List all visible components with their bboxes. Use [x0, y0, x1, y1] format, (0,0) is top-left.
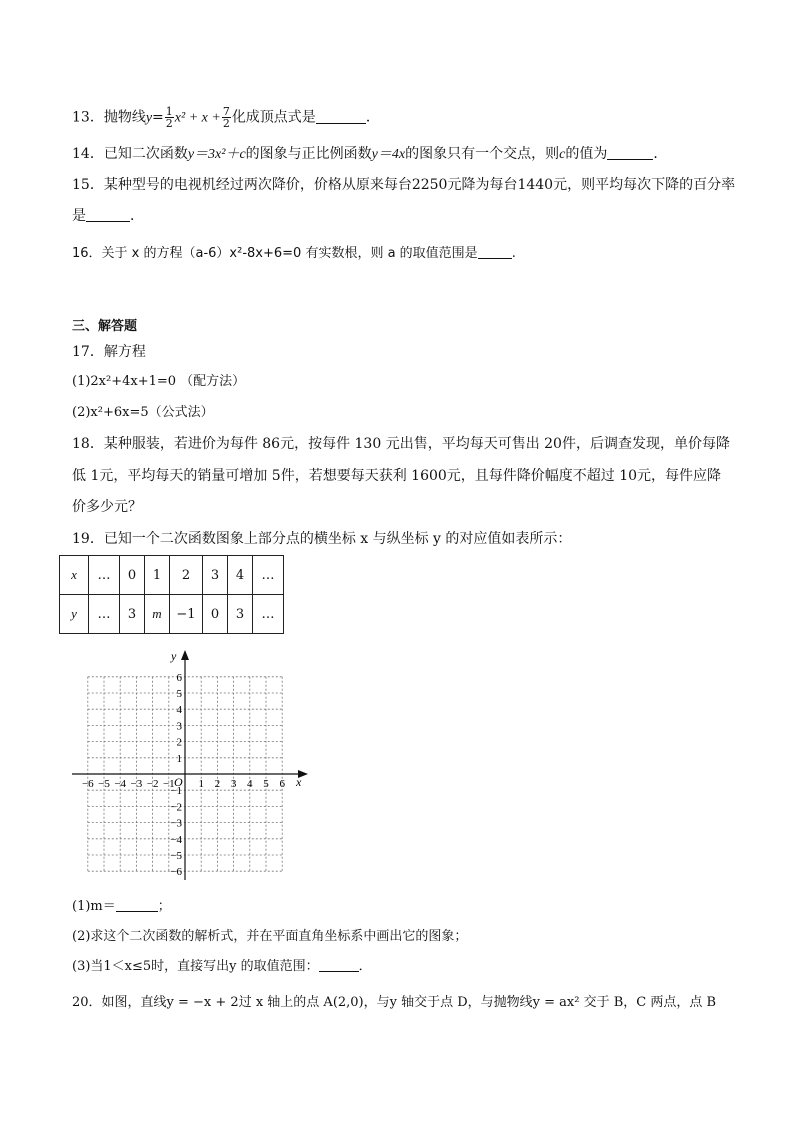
question-15-line-1: 15．某种型号的电视机经过两次降价，价格从原来每台2250元降为每台1440元，则平均每次下降的百分率	[72, 177, 736, 193]
x-tick-label: −1	[162, 778, 175, 790]
question-16	[72, 244, 516, 264]
q16-answer-blank[interactable]	[478, 244, 512, 259]
y-tick-label: −2	[170, 801, 182, 814]
q19-sub3-end: ．	[358, 959, 372, 974]
q13-answer-blank[interactable]	[316, 109, 366, 124]
q13-var-y: y	[145, 110, 153, 126]
x-tick-label: −3	[130, 778, 143, 790]
question-19-sub-1	[72, 897, 171, 917]
q13-prefix: 13．抛物线	[72, 109, 146, 126]
q13-end: ．	[365, 109, 380, 126]
x-tick-label: 6	[279, 778, 285, 790]
q15-end: ．	[130, 208, 144, 224]
coordinate-grid	[72, 648, 312, 882]
table-cell: 0	[120, 556, 145, 595]
table-cell: 1	[145, 556, 170, 595]
question-19-sub-3	[72, 957, 372, 977]
q16-end: .	[511, 246, 516, 261]
question-20-line-1: 20．如图，直线y = −x + 2过 x 轴上的点 A(2,0)，与y 轴交于点 D，与抛物线y = ax² 交于 B，C 两点，点 B	[72, 995, 717, 1010]
question-19-sub-2: (2)求这个二次函数的解析式，并在平面直角坐标系中画出它的图象；	[72, 929, 468, 944]
y-tick-label: 3	[176, 720, 182, 733]
question-17-part-2: (2)x²+6x=5（公式法）	[72, 405, 214, 420]
y-tick-label: 4	[176, 704, 182, 717]
x-tick-label: −6	[81, 778, 94, 790]
q19-sub1-text: (1)m＝	[72, 899, 116, 914]
question-17-title: 17．解方程	[72, 344, 146, 360]
question-18-line-3: 价多少元？	[72, 499, 142, 515]
q14-end: ．	[653, 146, 668, 162]
q14-eq1: y＝3x²＋c	[187, 147, 246, 162]
question-17-part-1: (1)2x²+4x+1=0 （配方法）	[72, 374, 246, 389]
y-tick-label: −6	[170, 866, 182, 879]
q13-f2-num: 7	[222, 105, 230, 118]
y-tick-label: 5	[176, 688, 182, 700]
table-row-y	[60, 595, 284, 634]
q14-text-a: 14．已知二次函数	[72, 146, 188, 162]
y-tick-label: 2	[176, 736, 182, 749]
origin-label: O	[174, 775, 183, 789]
x-tick-label: 2	[214, 778, 221, 790]
x-tick-label: −5	[98, 778, 110, 790]
table-cell: …	[89, 595, 120, 634]
table-cell: 3	[228, 595, 253, 634]
q19-sub1-end: ；	[157, 899, 171, 914]
q14-eq2: y＝4x	[371, 147, 406, 162]
q14-var-c: c	[559, 147, 566, 162]
q15-answer-blank[interactable]	[86, 207, 130, 222]
q13-f1-num: 1	[165, 105, 173, 118]
question-19-intro: 19．已知一个二次函数图象上部分点的横坐标 x 与纵坐标 y 的对应值如表所示：	[72, 531, 572, 547]
q19-sub3-text: (3)当1＜x≤5时，直接写出y 的取值范围：	[72, 959, 319, 974]
table-row-x	[60, 556, 284, 595]
section-title: 三、解答题	[72, 319, 138, 334]
table-cell: 3	[203, 556, 228, 595]
x-tick-label: 4	[247, 778, 253, 790]
table-cell: x	[60, 556, 89, 595]
table-cell: 2	[170, 556, 203, 595]
table-cell: m	[145, 595, 170, 634]
question-18-line-2: 低 1元，平均每天的销量可增加 5件，若想要每天获利 1600元，且每件降价幅度不超过 10元，每件应降	[72, 468, 722, 484]
q14-text-d: 的值为	[565, 146, 608, 162]
value-table	[59, 555, 284, 634]
q13-equals: =	[152, 109, 164, 126]
y-tick-label: −5	[170, 850, 182, 862]
table-cell: 3	[120, 595, 145, 634]
y-axis-label: y	[171, 649, 177, 663]
y-tick-label: −4	[170, 833, 182, 846]
x-axis-label: x	[296, 775, 302, 789]
x-tick-label: −4	[114, 778, 127, 790]
x-tick-label: 1	[198, 778, 204, 790]
q13-fraction-2	[222, 106, 231, 129]
x-tick-label: −2	[146, 778, 159, 790]
table-cell: …	[253, 556, 284, 595]
table-cell: 0	[203, 595, 228, 634]
q19-sub3-answer-blank[interactable]	[319, 957, 359, 972]
q16-text: 16．关于 x 的方程（a-6）x²-8x+6=0 有实数根，则 a 的取值范围是	[72, 246, 478, 261]
q13-fraction-1	[165, 106, 174, 129]
q13-suffix: 化成顶点式是	[231, 109, 316, 126]
q19-m-answer-blank[interactable]	[116, 897, 158, 912]
y-tick-label: −1	[170, 785, 182, 798]
q14-text-b: 的图象与正比例函数	[245, 146, 372, 162]
q13-f1-den: 2	[165, 117, 173, 130]
table-cell: y	[60, 595, 89, 634]
question-13	[72, 106, 380, 129]
q13-f2-den: 2	[222, 117, 230, 130]
question-18-line-1: 18．某种服装，若进价为每件 86元，按每件 130 元出售，平均每天可售出 20件，后调查发现，单价每降	[72, 436, 730, 452]
y-tick-label: 6	[176, 671, 182, 684]
x-tick-label: 3	[230, 778, 237, 790]
table-cell: …	[253, 595, 284, 634]
q14-answer-blank[interactable]	[607, 145, 653, 160]
y-axis-arrow-icon	[181, 650, 189, 660]
y-tick-label: 1	[176, 752, 182, 765]
q14-text-c: 的图象只有一个交点，则	[405, 146, 560, 162]
question-14	[72, 144, 667, 165]
y-tick-label: −3	[170, 817, 182, 830]
x-tick-label: 5	[263, 778, 269, 790]
table-cell: −1	[170, 595, 203, 634]
table-cell: …	[89, 556, 120, 595]
table-cell: 4	[228, 556, 253, 595]
question-15-line-2	[72, 206, 144, 226]
q15-line2-a: 是	[72, 208, 86, 224]
q13-mid: x² + x +	[174, 110, 221, 126]
x-tick-labels	[82, 778, 286, 790]
